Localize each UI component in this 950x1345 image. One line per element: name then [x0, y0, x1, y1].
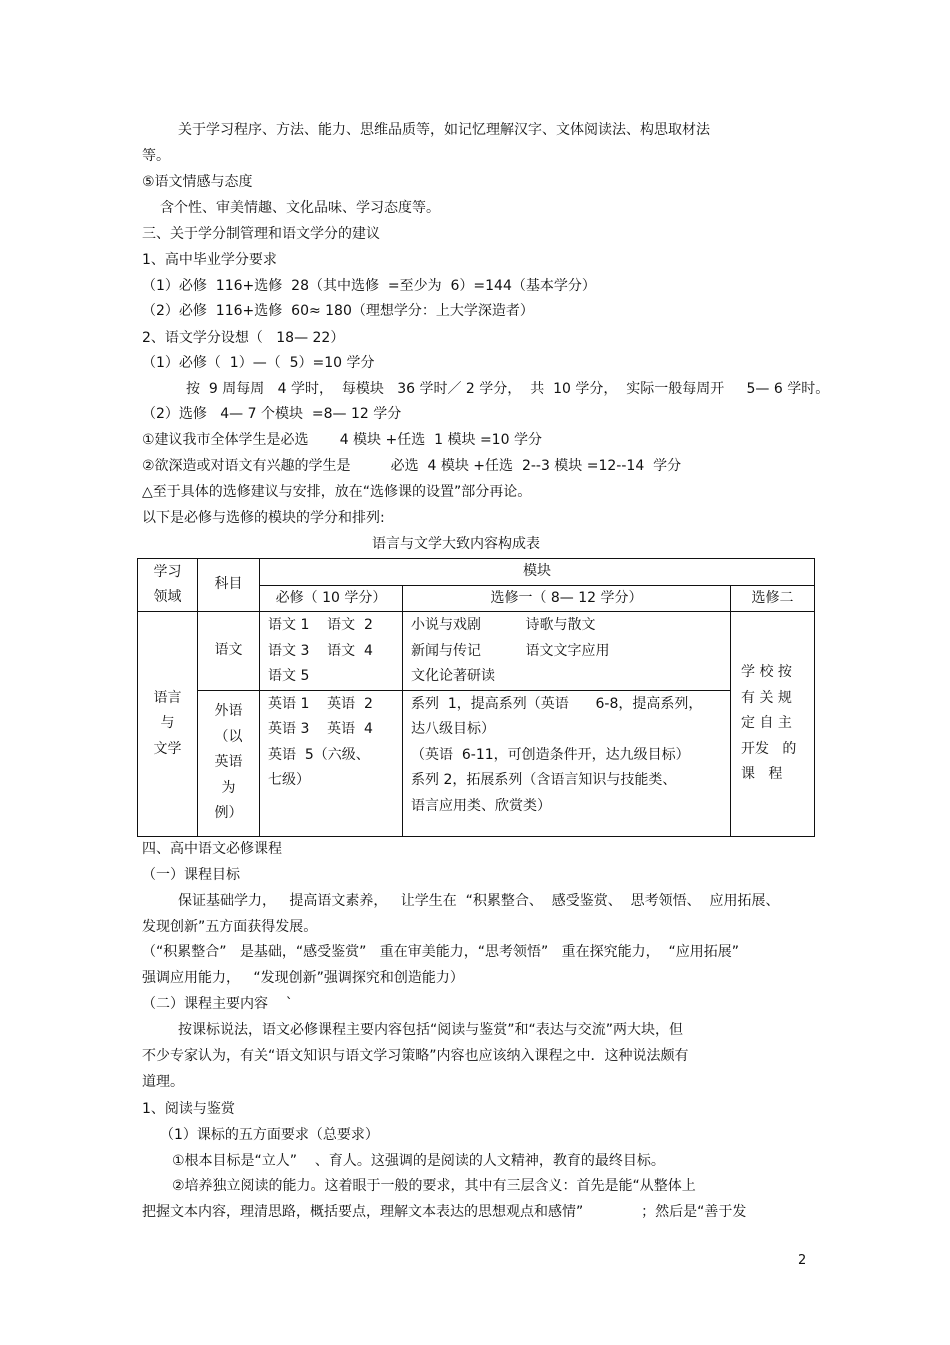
text-line: （1）必修 116+选修 28（其中选修 =至少为 6）=144（基本学分）: [142, 278, 596, 294]
text-line: （1）课标的五方面要求（总要求）: [160, 1127, 379, 1143]
text-line: （二）课程主要内容 `: [142, 996, 293, 1012]
subject-chinese: 语文: [198, 612, 260, 691]
table-caption: 语言与文学大致内容构成表: [372, 536, 540, 552]
header-required: 必修（ 10 学分）: [260, 585, 403, 612]
elective2-note: 学 校 按 有 关 规 定 自 主 开发 的 课 程: [731, 612, 815, 837]
text-line: 强调应用能力， “发现创新”强调探究和创造能力）: [142, 970, 464, 986]
english-elective1: 系列 1，提高系列（英语 6-8，提高系列， 达八级目标） （英语 6-11，可创造条件开，达九级目标） 系列 2，拓展系列（含语言知识与技能类、 语言应用类、欣赏类）: [403, 690, 731, 836]
text-line: ②欲深造或对语文有兴趣的学生是 必选 4 模块 +任选 2--3 模块 =12--14 学分: [142, 458, 682, 474]
text-line: （2）必修 116+选修 60≈ 180（理想学分：上大学深造者）: [142, 303, 534, 319]
text-line: 保证基础学力， 提高语文素养， 让学生在 “积累整合、 感受鉴赏、 思考领悟、 应用拓展、: [178, 893, 780, 909]
chinese-elective1: 小说与戏剧 诗歌与散文 新闻与传记 语文文字应用 文化论著研读: [403, 612, 731, 691]
text-line: 发现创新”五方面获得发展。: [142, 919, 318, 935]
text-line: 按课标说法，语文必修课程主要内容包括“阅读与鉴赏”和“表达与交流”两大块，但: [178, 1022, 684, 1038]
content-table: [137, 558, 815, 837]
section-heading: 三、关于学分制管理和语文学分的建议: [142, 226, 380, 242]
text-line: （一）课程目标: [142, 867, 240, 883]
text-line: △至于具体的选修建议与安排，放在“选修课的设置”部分再论。: [142, 484, 532, 500]
header-module: 模块: [260, 559, 815, 586]
domain-cell: 语言 与 文学: [138, 612, 198, 837]
text-line: （“积累整合” 是基础，“感受鉴赏” 重在审美能力，“思考领悟” 重在探究能力， “应用拓展”: [142, 944, 739, 960]
text-line: 道理。: [142, 1074, 184, 1090]
subject-english: 外语 （以 英语 为 例）: [198, 690, 260, 836]
text-line: ⑤语文情感与态度: [142, 174, 253, 190]
header-elective2: 选修二: [731, 585, 815, 612]
text-line: 2、语文学分设想（ 18— 22）: [142, 330, 345, 346]
page-number: 2: [798, 1253, 807, 1268]
text-line: 含个性、审美情趣、文化品味、学习态度等。: [160, 200, 440, 216]
chinese-required: 语文 1 语文 2 语文 3 语文 4 语文 5: [260, 612, 403, 691]
english-required: 英语 1 英语 2 英语 3 英语 4 英语 5（六级、 七级）: [260, 690, 403, 836]
text-line: （1）必修（ 1）—（ 5）=10 学分: [142, 355, 375, 371]
text-line: ①根本目标是“立人” 、育人。这强调的是阅读的人文精神，教育的最终目标。: [172, 1153, 665, 1169]
header-subject: 科目: [198, 559, 260, 612]
text-line: 等。: [142, 148, 170, 164]
text-line: 把握文本内容，理清思路，概括要点，理解文本表达的思想观点和感情” ；然后是“善于发: [142, 1204, 747, 1220]
header-elective1: 选修一（ 8— 12 学分）: [403, 585, 731, 612]
text-line: ②培养独立阅读的能力。这着眼于一般的要求，其中有三层含义：首先是能“从整体上: [172, 1178, 696, 1194]
text-line: （2）选修 4— 7 个模块 =8— 12 学分: [142, 406, 402, 422]
text-line: 不少专家认为，有关“语文知识与语文学习策略”内容也应该纳入课程之中．这种说法颇有: [142, 1048, 689, 1064]
text-line: 以下是必修与选修的模块的学分和排列:: [142, 510, 385, 526]
text-line: ①建议我市全体学生是必选 4 模块 +任选 1 模块 =10 学分: [142, 432, 542, 448]
header-field: 学习 领域: [138, 559, 198, 612]
text-line: 关于学习程序、方法、能力、思维品质等，如记忆理解汉字、文体阅读法、构思取材法: [178, 122, 710, 138]
text-line: 1、高中毕业学分要求: [142, 252, 277, 268]
text-line: 按 9 周每周 4 学时， 每模块 36 学时／ 2 学分， 共 10 学分， 实际一般每周开 5— 6 学时。: [186, 381, 830, 397]
section-heading: 四、高中语文必修课程: [142, 841, 282, 857]
text-line: 1、阅读与鉴赏: [142, 1101, 235, 1117]
